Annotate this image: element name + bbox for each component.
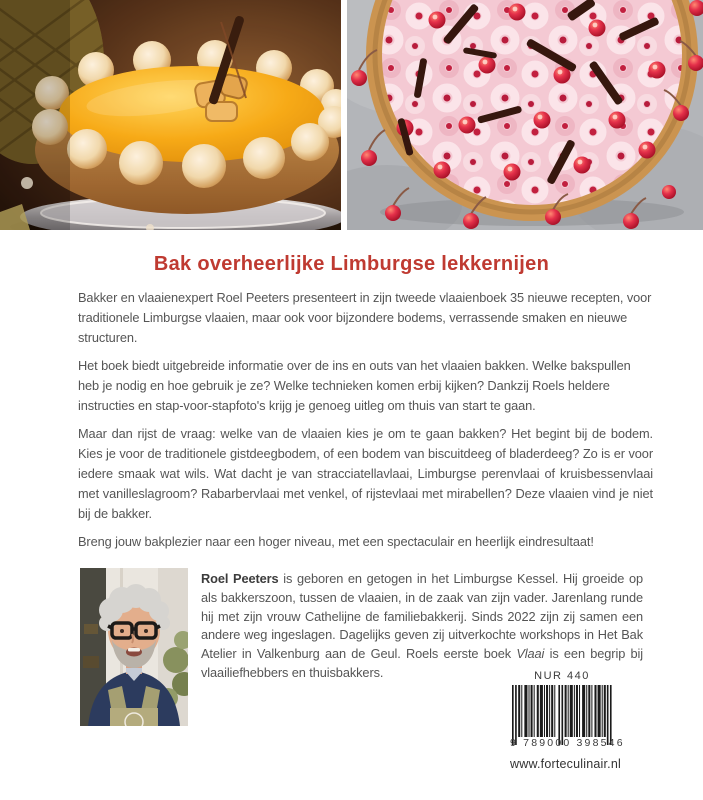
- nur-label: NUR 440: [534, 670, 590, 682]
- intro-paragraph-2: Het boek biedt uitgebreide informatie over de ins en outs van het vlaaien bakken. Welke bakspullen heb je nodig en hoe gebruik je ze? Welke technieken komen erbij kijken? Dankzij Roels heldere instructies en stap-voor-stapfoto's krijg je genoeg uitleg om thuis van start te gaan.: [78, 358, 631, 413]
- book-title-vlaai: Vlaai: [516, 646, 545, 662]
- intro-paragraph-4: Breng jouw bakplezier naar een hoger niveau, met een spectaculair en heerlijk eindresultaat!: [78, 534, 594, 549]
- author-photo: [80, 568, 188, 726]
- intro-paragraph-3: Maar dan rijst de vraag: welke van de vlaaien kies je om te gaan bakken? Het begint bij de bodem. Kies je voor de traditionele gistdeegbodem, of een bodem van biscuitdeeg of bladerdeeg? Zo is er voor iedere smaak wat wils. Wat dacht je van stracciatellavlaai, Limburgse perenvlaai of kruisbessenvlaai met vanilleslagroom? Rabarbervlaai met venkel, of rijstevlaai met mirabellen? Deze vlaaien vind je niet bij de bakker.: [78, 426, 653, 521]
- intro-text: [0, 288, 703, 552]
- photo-pineapple-vlaai: [0, 0, 341, 230]
- barcode-image: [512, 685, 612, 745]
- website-url: www.forteculinair.nl: [510, 757, 621, 771]
- photo-cherry-vlaai: [347, 0, 703, 230]
- bio-text: is geboren en getogen in het Limburgse Kessel. Hij groeide op als bakkerszoon, tussen de vlaaien, in de zaak van zijn vader. Jarenlang runde hij met zijn vrouw Cathelijne de familiebakkerij. Sinds 2022 zijn zij samen een andere weg ingeslagen. Dagelijks geven zij uitverkochte workshops in Het Bak Atelier in Valkenburg aan de Geul. Roels eerste boek: [201, 571, 643, 662]
- page-title: Bak overheerlijke Limburgse lekkernijen: [153, 253, 550, 275]
- bio-text-end: is een begrip bij vlaailiefhebbers en thuisbakkers.: [201, 646, 643, 680]
- barcode-block: [510, 670, 625, 771]
- isbn-number: 9 789000 398546: [510, 737, 625, 749]
- photo-strip: [0, 0, 703, 230]
- author-name: Roel Peeters: [201, 571, 279, 586]
- intro-paragraph-1: Bakker en vlaaienexpert Roel Peeters presenteert in zijn tweede vlaaienboek 35 nieuwe recepten, voor traditionele Limburgse vlaaien, maar ook voor bijzondere bodems, verrassende smaken en nieuwe structuren.: [78, 290, 652, 345]
